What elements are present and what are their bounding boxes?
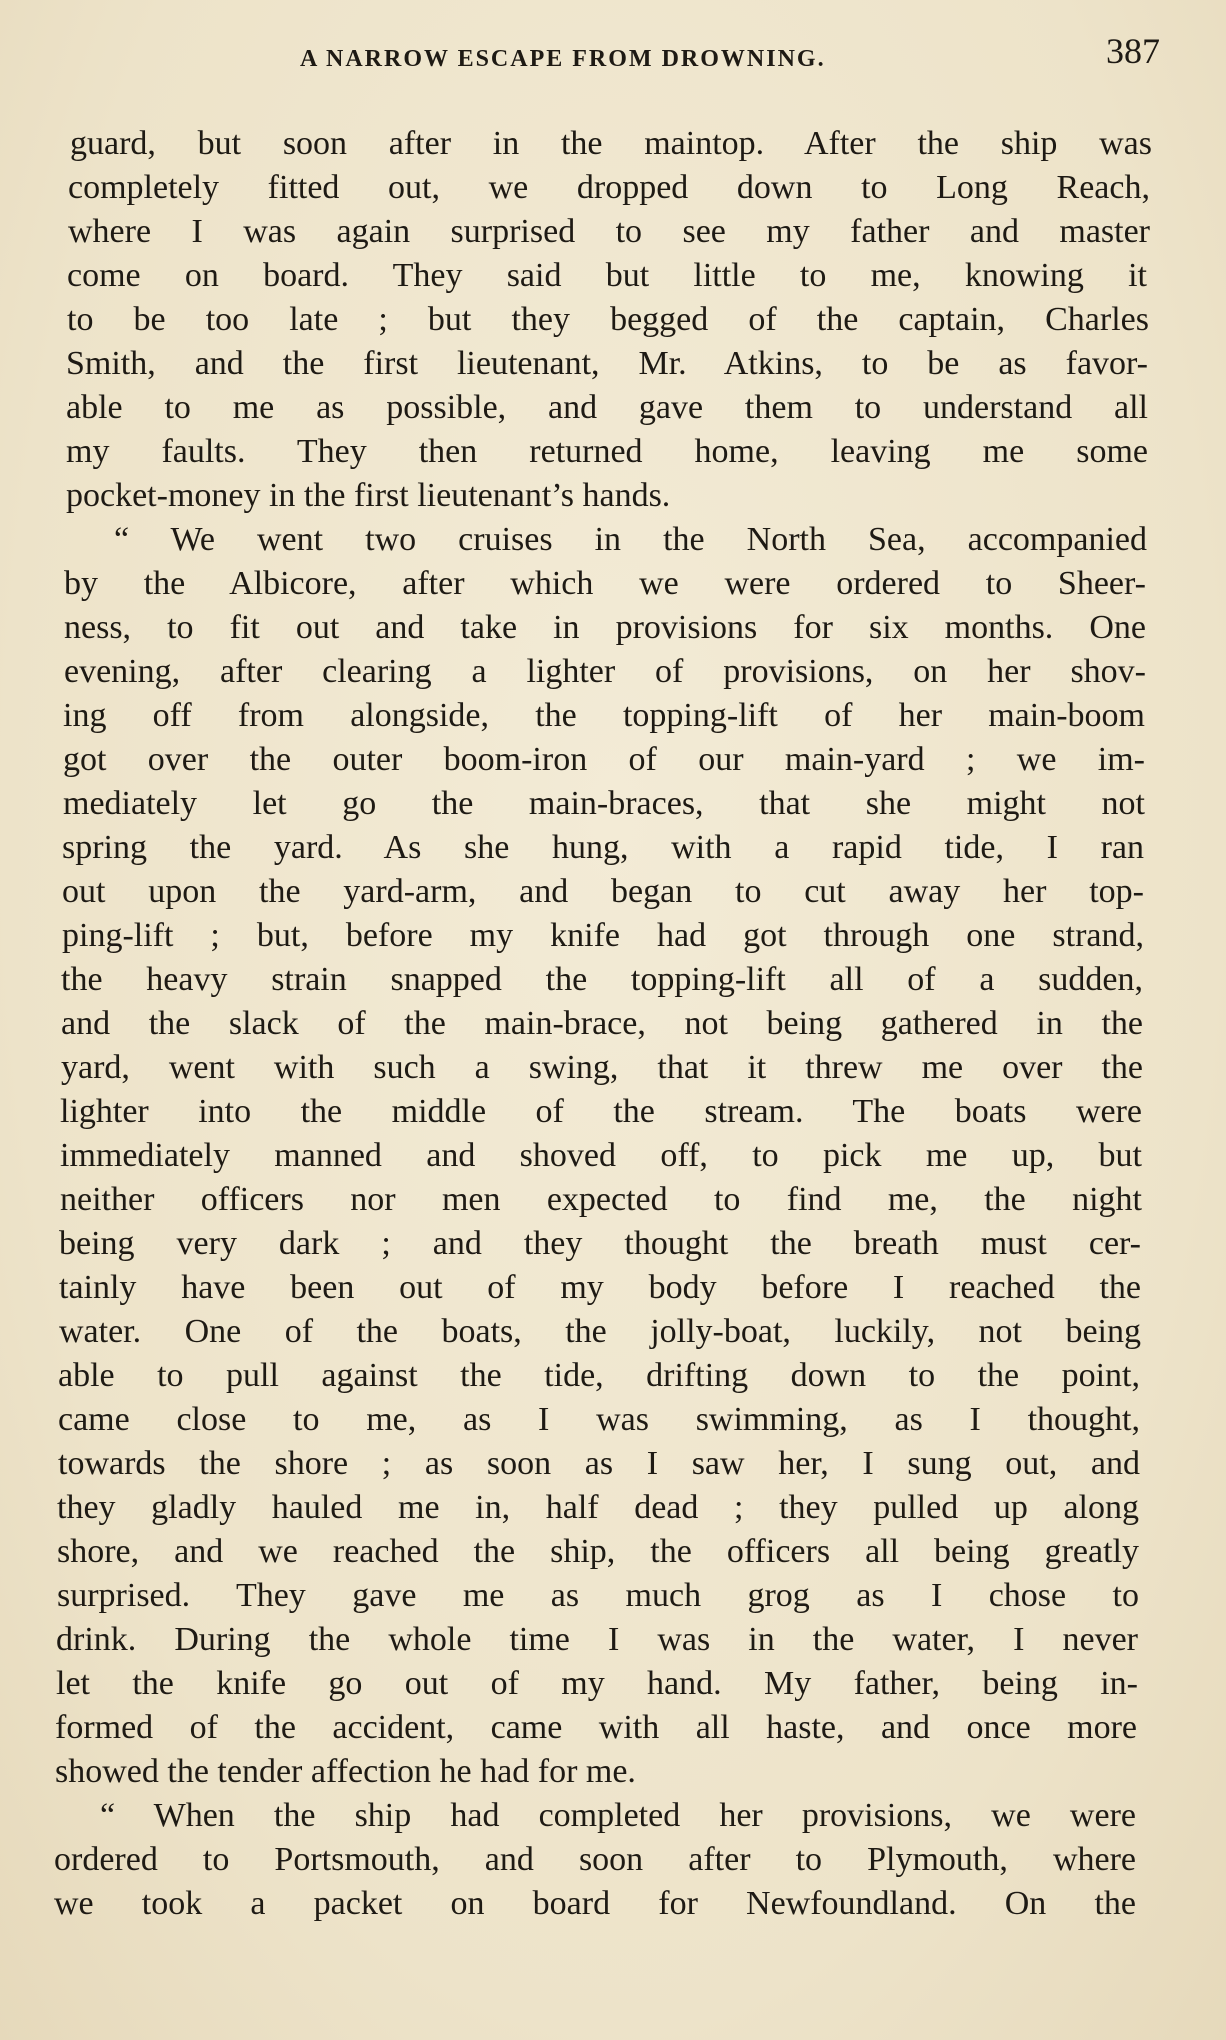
running-title: A NARROW ESCAPE FROM DROWNING. xyxy=(300,46,826,72)
text-line: lighter into the middle of the stream. The boats were xyxy=(60,1093,1142,1130)
text-line: we took a packet on board for Newfoundland. On the xyxy=(54,1885,1136,1922)
text-line: pocket-money in the first lieutenant’s hands. xyxy=(66,477,671,514)
text-line: neither officers nor men expected to find me, the night xyxy=(60,1181,1142,1218)
text-line: mediately let go the main-braces, that she might not xyxy=(63,785,1145,822)
text-line: ordered to Portsmouth, and soon after to Plymouth, where xyxy=(54,1841,1136,1878)
text-line: “ When the ship had completed her provisions, we were xyxy=(100,1797,1136,1834)
text-line: by the Albicore, after which we were ordered to Sheer- xyxy=(64,565,1146,602)
text-line: to be too late ; but they begged of the captain, Charles xyxy=(67,301,1149,338)
text-line: where I was again surprised to see my father and master xyxy=(68,213,1150,250)
text-line: my faults. They then returned home, leaving me some xyxy=(66,433,1148,470)
text-line: and the slack of the main-brace, not being gathered in the xyxy=(61,1005,1143,1042)
text-line: ness, to fit out and take in provisions for six months. One xyxy=(64,609,1146,646)
text-line: ping-lift ; but, before my knife had got through one strand, xyxy=(62,917,1144,954)
text-line: the heavy strain snapped the topping-lift all of a sudden, xyxy=(61,961,1143,998)
text-line: being very dark ; and they thought the breath must cer- xyxy=(59,1225,1141,1262)
text-line: shore, and we reached the ship, the officers all being greatly xyxy=(57,1533,1139,1570)
text-line: towards the shore ; as soon as I saw her, I sung out, and xyxy=(58,1445,1140,1482)
text-line: let the knife go out of my hand. My father, being in- xyxy=(56,1665,1138,1702)
text-line: water. One of the boats, the jolly-boat, luckily, not being xyxy=(59,1313,1141,1350)
text-line: came close to me, as I was swimming, as I thought, xyxy=(58,1401,1140,1438)
text-line: got over the outer boom-iron of our main-yard ; we im- xyxy=(63,741,1145,778)
page-number: 387 xyxy=(1106,31,1160,71)
text-line: yard, went with such a swing, that it threw me over the xyxy=(61,1049,1143,1086)
text-line: immediately manned and shoved off, to pick me up, but xyxy=(60,1137,1142,1174)
text-line: surprised. They gave me as much grog as I chose to xyxy=(57,1577,1139,1614)
text-line: tainly have been out of my body before I reached the xyxy=(59,1269,1141,1306)
text-line: formed of the accident, came with all haste, and once more xyxy=(55,1709,1137,1746)
text-line: guard, but soon after in the maintop. After the ship was xyxy=(70,125,1152,162)
text-line: able to me as possible, and gave them to understand all xyxy=(66,389,1148,426)
text-line: Smith, and the first lieutenant, Mr. Atkins, to be as favor- xyxy=(66,345,1148,382)
text-line: evening, after clearing a lighter of provisions, on her shov- xyxy=(64,653,1146,690)
text-line: they gladly hauled me in, half dead ; they pulled up along xyxy=(57,1489,1139,1526)
text-line: completely fitted out, we dropped down to Long Reach, xyxy=(68,169,1150,206)
text-line: out upon the yard-arm, and began to cut away her top- xyxy=(62,873,1144,910)
text-line: ing off from alongside, the topping-lift of her main-boom xyxy=(63,697,1145,734)
text-line: able to pull against the tide, drifting down to the point, xyxy=(58,1357,1140,1394)
text-line: “ We went two cruises in the North Sea, accompanied xyxy=(114,521,1147,558)
text-line: spring the yard. As she hung, with a rapid tide, I ran xyxy=(62,829,1144,866)
text-line: drink. During the whole time I was in the water, I never xyxy=(56,1621,1138,1658)
text-line: showed the tender affection he had for me. xyxy=(55,1753,636,1790)
running-head xyxy=(70,30,1160,86)
text-line: come on board. They said but little to me, knowing it xyxy=(67,257,1147,294)
